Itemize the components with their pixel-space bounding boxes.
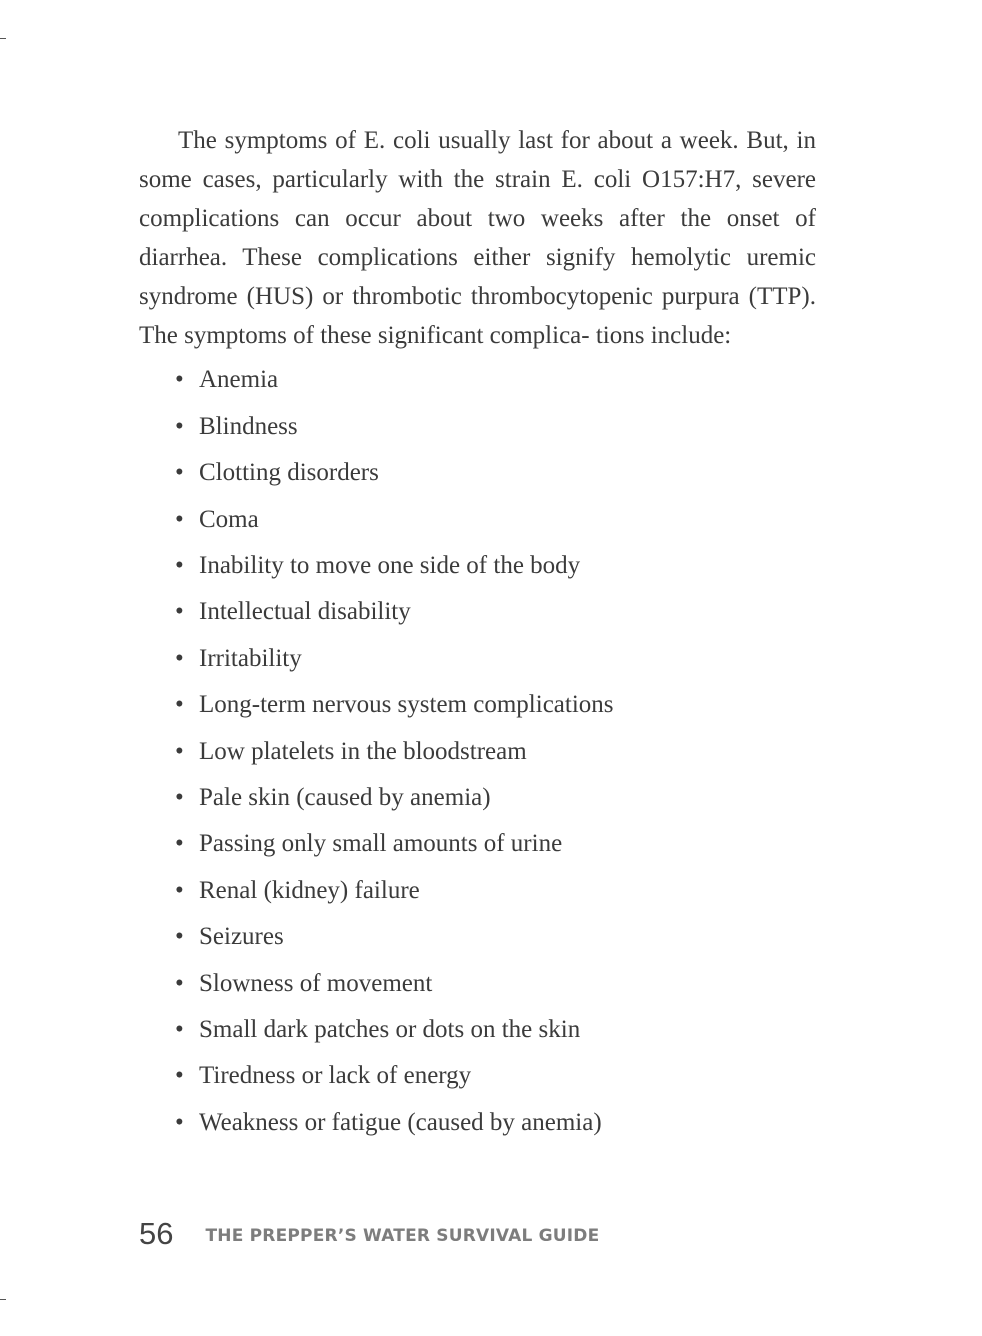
bullet-dot: • bbox=[175, 1015, 184, 1043]
list-item-text: Weakness or fatigue (caused by anemia) bbox=[199, 1108, 602, 1136]
list-item bbox=[139, 1007, 816, 1053]
list-item bbox=[139, 1053, 816, 1099]
list-item bbox=[139, 914, 816, 960]
list-item-text: Coma bbox=[199, 505, 259, 533]
bullet-dot: • bbox=[175, 459, 184, 487]
list-item-text: Seizures bbox=[199, 923, 284, 951]
list-item-text: Intellectual disability bbox=[199, 598, 411, 626]
list-item-text: Tiredness or lack of energy bbox=[199, 1062, 472, 1090]
list-item bbox=[139, 868, 816, 914]
bullet-dot: • bbox=[175, 1062, 184, 1090]
list-item bbox=[139, 636, 816, 682]
bullet-dot: • bbox=[175, 969, 184, 997]
list-item bbox=[139, 775, 816, 821]
crop-mark-bottom bbox=[0, 1299, 6, 1300]
list-item bbox=[139, 404, 816, 450]
list-item bbox=[139, 543, 816, 589]
list-item-text: Inability to move one side of the body bbox=[199, 552, 581, 579]
page-footer bbox=[139, 1212, 599, 1256]
list-item-text: Irritability bbox=[199, 644, 302, 672]
list-item-text: Clotting disorders bbox=[199, 459, 379, 487]
list-item-text: Pale skin (caused by anemia) bbox=[199, 783, 491, 811]
page-number: 56 bbox=[139, 1216, 174, 1251]
bullet-dot: • bbox=[175, 505, 184, 533]
list-item-text: Long-term nervous system complications bbox=[199, 691, 614, 719]
bullet-dot: • bbox=[175, 923, 184, 951]
bullet-dot: • bbox=[175, 552, 184, 579]
bullet-dot: • bbox=[175, 1108, 184, 1136]
list-item-text: Anemia bbox=[199, 366, 279, 394]
bullet-dot: • bbox=[175, 366, 184, 394]
list-item-text: Blindness bbox=[199, 412, 298, 440]
bullet-dot: • bbox=[175, 876, 184, 904]
list-item bbox=[139, 1100, 816, 1146]
crop-mark-top bbox=[0, 38, 6, 39]
bullet-dot: • bbox=[175, 783, 184, 811]
bullet-dot: • bbox=[175, 412, 184, 440]
list-item bbox=[139, 450, 816, 496]
list-item bbox=[139, 729, 816, 775]
bullet-dot: • bbox=[175, 737, 184, 765]
bullet-dot: • bbox=[175, 691, 184, 719]
bullet-dot: • bbox=[175, 644, 184, 672]
list-item-text: Small dark patches or dots on the skin bbox=[199, 1015, 581, 1043]
list-item-text: Slowness of movement bbox=[199, 969, 433, 997]
symptom-list bbox=[139, 357, 816, 1146]
page-body bbox=[139, 122, 816, 1146]
list-item-text: Passing only small amounts of urine bbox=[199, 830, 563, 858]
intro-paragraph: The symptoms of E. coli usually last for about a week. But, in some cases, particularly with the strain E. coli O157:H7, severe complications can occur about two weeks after the onset of diarrhea. These complications either signify hemolytic uremic syndrome (HUS) or thrombotic thrombocytopenic purpura (TTP). The symptoms of these significant complica‑ tions include: bbox=[139, 127, 816, 349]
bullet-dot: • bbox=[175, 598, 184, 626]
list-item bbox=[139, 357, 816, 403]
list-item bbox=[139, 589, 816, 635]
list-item-text: Low platelets in the bloodstream bbox=[199, 737, 527, 765]
list-item bbox=[139, 821, 816, 867]
list-item-text: Renal (kidney) failure bbox=[199, 876, 420, 904]
bullet-dot: • bbox=[175, 830, 184, 858]
running-title: THE PREPPER’S WATER SURVIVAL GUIDE bbox=[205, 1226, 600, 1246]
list-item bbox=[139, 497, 816, 543]
list-item bbox=[139, 682, 816, 728]
list-item bbox=[139, 961, 816, 1007]
